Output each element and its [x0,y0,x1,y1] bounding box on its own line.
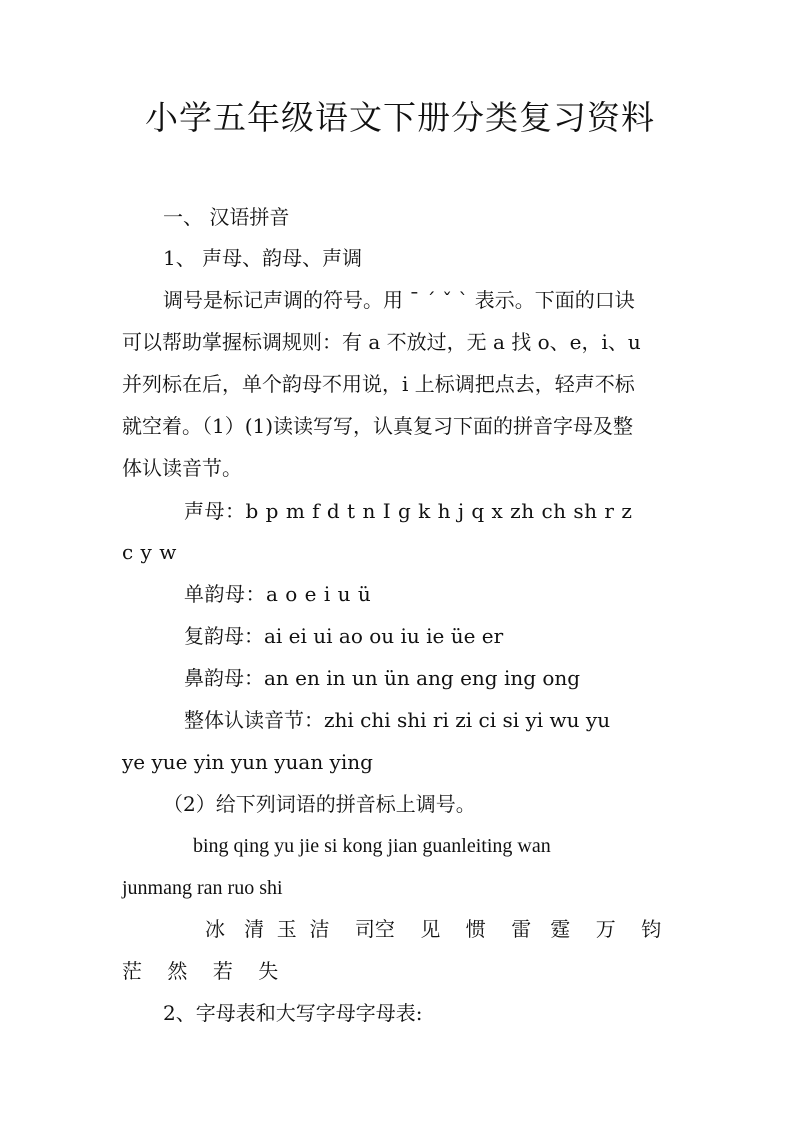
subsection-heading: 2、字母表和大写字母字母表: [163,1001,423,1025]
subsection-heading: 1、 声母、韵母、声调 [163,246,363,270]
zhengti-line: 整体认读音节：zhi chi shi ri zi ci si yi wu yu [184,708,611,732]
pinyin-line: bing qing yu jie si kong jian guanleiting wan [193,835,551,857]
biyunmu-line: 鼻韵母：an en in un ün ang eng ing ong [184,666,581,690]
danyunmu-line: 单韵母：a o e i u ü [184,582,372,606]
shengmu-line: 声母：b p m f d t n I g k h j q x zh ch sh r z [184,499,633,523]
section-heading: 一、 汉语拼音 [163,205,290,229]
page-title: 小学五年级语文下册分类复习资料 [145,98,655,137]
paragraph-line: 就空着。（1）(1)读读写写，认真复习下面的拼音字母及整 [122,414,634,438]
paragraph-line: 调号是标记声调的符号。用 ˉ ˊ ˇ ˋ 表示。下面的口诀 [163,288,635,312]
paragraph-line: 可以帮助掌握标调规则：有 a 不放过，无 a 找 o、e，i、u [122,330,641,354]
fuyunmu-line: 复韵母：ai ei ui ao ou iu ie üe er [184,624,504,648]
task-instruction: （2）给下列词语的拼音标上调号。 [163,792,476,816]
hanzi-line: 茫 然 若 失 [122,959,279,983]
paragraph-line: 并列标在后，单个韵母不用说，i 上标调把点去，轻声不标 [122,372,635,396]
zhengti-line: ye yue yin yun yuan ying [122,750,373,774]
shengmu-line: c y w [122,540,177,564]
pinyin-line: junmang ran ruo shi [122,877,283,899]
hanzi-line: 冰 清 玉 洁 司空 见 惯 雷 霆 万 钧 [205,917,662,941]
paragraph-line: 体认读音节。 [122,456,242,480]
